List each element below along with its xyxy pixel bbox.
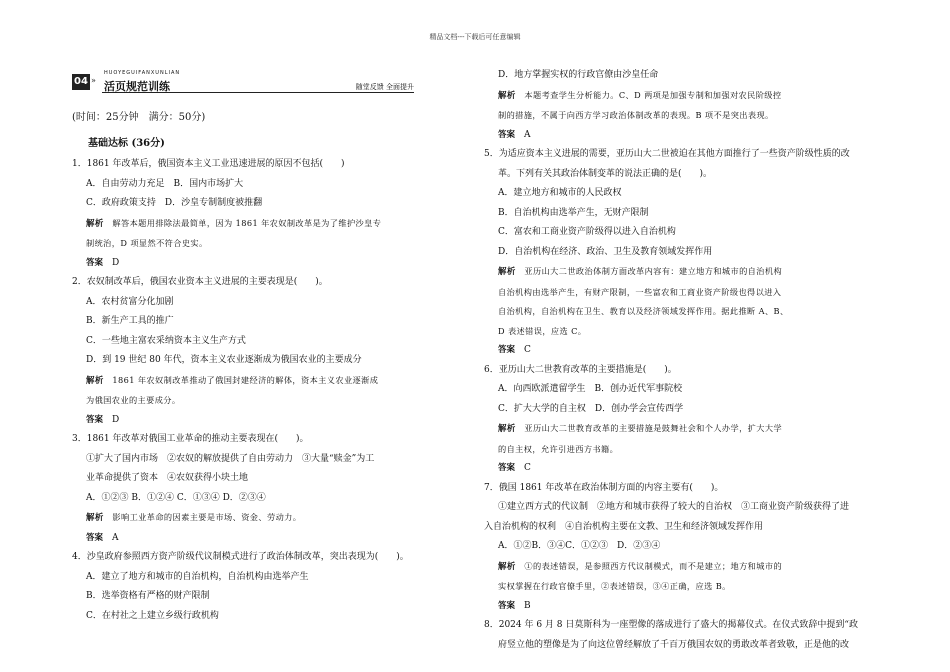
text-line bbox=[72, 254, 417, 274]
line-text: A．自由劳动力充足 B．国内市场扩大 bbox=[86, 178, 244, 189]
line-text: C bbox=[515, 345, 531, 355]
analysis-label: 解析 bbox=[86, 218, 104, 229]
text-line bbox=[484, 419, 884, 440]
answer-label: 答案 bbox=[498, 345, 516, 355]
text-line bbox=[484, 165, 884, 185]
text-line bbox=[484, 498, 884, 518]
line-text: 入自治机构的权利 ④自治机构主要在文教、卫生和经济领域发挥作用 bbox=[484, 521, 764, 532]
text-line bbox=[484, 262, 884, 283]
line-text: C bbox=[515, 463, 531, 473]
answer-label: 答案 bbox=[86, 414, 104, 425]
text-line bbox=[484, 597, 884, 617]
text-line bbox=[484, 380, 884, 400]
text-line bbox=[484, 223, 884, 243]
time-info: (时间：25分钟 满分：50分) bbox=[72, 112, 206, 123]
page-top-note: 精品文档---下载后可任意编辑 bbox=[429, 33, 521, 41]
line-text: 实权掌握在行政官僚手里，②表述错误，③④正确，应选 B。 bbox=[498, 581, 731, 591]
line-text: A．农村贫富分化加剧 bbox=[86, 296, 174, 307]
line-text: B．自治机构由选举产生，无财产限制 bbox=[498, 207, 649, 218]
text-line bbox=[484, 518, 884, 538]
line-text: A．①②B．③④C．①②③ D．②③④ bbox=[498, 541, 661, 551]
analysis-label: 解析 bbox=[498, 424, 516, 434]
line-text: ①的表述错误，是参照西方代议制模式，而不是建立；地方和城市的 bbox=[515, 560, 783, 571]
text-line bbox=[484, 479, 884, 499]
right-column bbox=[484, 66, 884, 655]
line-text: 亚历山大二世政治体制方面改革内容有：建立地方和城市的自治机构 bbox=[515, 266, 783, 276]
text-line bbox=[72, 548, 417, 568]
line-text: B bbox=[515, 600, 531, 611]
text-line bbox=[72, 469, 417, 489]
text-line bbox=[72, 312, 417, 332]
line-text: 制的措施，不属于向西方学习政治体制改革的表现。B 项不是突出表现。 bbox=[498, 110, 774, 120]
text-line bbox=[484, 616, 884, 636]
text-line bbox=[72, 489, 417, 509]
text-line bbox=[484, 537, 884, 557]
answer-label: 答案 bbox=[86, 532, 104, 543]
text-line bbox=[484, 126, 884, 146]
line-text: 4．沙皇政府参照西方资产阶级代议制模式进行了政治体制改革，突出表现为( )。 bbox=[72, 552, 409, 562]
line-text: 解答本题用排除法最简单，因为 1861 年农奴制改革是为了维护沙皇专 bbox=[103, 217, 382, 228]
text-line bbox=[484, 283, 884, 303]
text-line bbox=[72, 273, 417, 293]
text-line bbox=[484, 577, 884, 597]
answer-label: 答案 bbox=[86, 257, 104, 268]
text-line bbox=[484, 459, 884, 479]
text-line bbox=[484, 66, 884, 86]
line-text: 革。下列有关其政治体制变革的说法正确的是( )。 bbox=[498, 168, 713, 179]
line-text: 7．俄国 1861 年改革在政治体制方面的内容主要有( )。 bbox=[484, 482, 724, 493]
analysis-label: 解析 bbox=[498, 90, 516, 101]
header-pinyin: HUOYEGUIFANXUNLIAN bbox=[104, 70, 181, 76]
text-line bbox=[72, 411, 417, 431]
line-text: 自治机构由选举产生，有财产限制，一些富农和工商业资产阶级也得以进入 bbox=[498, 286, 782, 297]
text-line bbox=[484, 322, 884, 342]
text-line bbox=[484, 400, 884, 420]
section-badge: 04 bbox=[72, 74, 90, 90]
line-text: D bbox=[103, 257, 120, 268]
line-text: D．自治机构在经济、政治、卫生及教育领域发挥作用 bbox=[498, 246, 713, 257]
line-text: B．新生产工具的推广 bbox=[86, 316, 174, 326]
line-text: 府竖立他的塑像是为了向这位曾经解放了千百万俄国农奴的勇敢改革者致敬，正是他的改 bbox=[498, 639, 850, 650]
text-line bbox=[72, 234, 417, 254]
analysis-label: 解析 bbox=[498, 267, 516, 277]
line-text: A．建立了地方和城市的自治机构，自治机构由选举产生 bbox=[86, 571, 309, 582]
line-text: C．一些地主富农采纳资本主义生产方式 bbox=[86, 335, 246, 346]
text-line bbox=[484, 557, 884, 578]
line-text: C．扩大大学的自主权 D．创办学会宣传西学 bbox=[498, 403, 684, 414]
line-text: 亚历山大二世教育改革的主要措施是鼓舞社会和个人办学，扩大大学 bbox=[515, 423, 783, 433]
line-text: A．建立地方和城市的人民政权 bbox=[498, 188, 622, 198]
line-text: C．富农和工商业资产阶级得以进入自治机构 bbox=[498, 227, 676, 237]
text-line bbox=[484, 440, 884, 460]
line-text: ①建立西方式的代议制 ②地方和城市获得了较大的自治权 ③工商业资产阶级获得了进 bbox=[498, 502, 850, 512]
text-line bbox=[72, 155, 417, 175]
text-line bbox=[484, 341, 884, 361]
text-line bbox=[72, 391, 417, 411]
line-text: ①扩大了国内市场 ②农奴的解放提供了自由劳动力 ③大量“赎金”为工 bbox=[86, 453, 375, 464]
text-line bbox=[72, 332, 417, 352]
line-text: 1861 年农奴制改革推动了俄国封建经济的解体，资本主义农业逐渐成 bbox=[103, 374, 379, 385]
line-text: 制统治，D 项显然不符合史实。 bbox=[86, 238, 208, 248]
line-text: 6．亚历山大二世教育改革的主要措施是( )。 bbox=[484, 364, 677, 375]
text-line bbox=[72, 529, 417, 549]
text-line bbox=[484, 302, 884, 322]
line-text: D．地方掌握实权的行政官僚由沙皇任命 bbox=[498, 70, 659, 80]
text-line bbox=[72, 175, 417, 195]
text-line bbox=[72, 293, 417, 313]
line-text: C．在村社之上建立乡级行政机构 bbox=[86, 610, 219, 621]
line-text: 的自主权，允许引进西方书籍。 bbox=[498, 443, 619, 454]
answer-label: 答案 bbox=[498, 129, 516, 140]
line-text: 2．农奴制改革后，俄国农业资本主义进展的主要表现是( )。 bbox=[72, 277, 328, 287]
text-line bbox=[72, 194, 417, 214]
text-line bbox=[484, 204, 884, 224]
answer-label: 答案 bbox=[498, 463, 516, 473]
text-line bbox=[484, 184, 884, 204]
line-text: 3．1861 年改革对俄国工业革命的推动主要表现在( )。 bbox=[72, 434, 309, 444]
header-slogan: 随堂反馈 全面提升 bbox=[355, 83, 414, 91]
section-header bbox=[72, 70, 414, 96]
analysis-label: 解析 bbox=[86, 375, 104, 386]
line-text: D．到 19 世纪 80 年代，资本主义农业逐渐成为俄国农业的主要成分 bbox=[86, 355, 362, 365]
line-text: 为俄国农业的主要成分。 bbox=[86, 395, 181, 405]
text-line bbox=[484, 86, 884, 107]
answer-label: 答案 bbox=[498, 600, 516, 611]
line-text: 5．为适应资本主义进展的需要，亚历山大二世被迫在其他方面推行了一些资产阶级性质的改 bbox=[484, 149, 850, 159]
line-text: 影响工业革命的因素主要是市场、资金、劳动力。 bbox=[103, 512, 302, 522]
text-line bbox=[72, 587, 417, 607]
line-text: 本题考查学生分析能力。C、D 两项是加强专制和加强对农民阶级控 bbox=[515, 89, 782, 100]
line-text: A．①②③ B．①②④ C．①③④ D．②③④ bbox=[86, 492, 266, 503]
line-text: B．选举资格有严格的财产限制 bbox=[86, 591, 210, 601]
text-line bbox=[72, 607, 417, 627]
line-text: A bbox=[515, 129, 531, 140]
text-line bbox=[484, 361, 884, 381]
text-line bbox=[484, 243, 884, 263]
text-line bbox=[72, 508, 417, 529]
line-text: D 表述错误，应选 C。 bbox=[498, 325, 587, 336]
text-line bbox=[72, 351, 417, 371]
text-line bbox=[72, 430, 417, 450]
header-rule bbox=[102, 92, 414, 93]
text-line bbox=[72, 214, 417, 235]
analysis-label: 解析 bbox=[498, 561, 516, 572]
left-column bbox=[72, 108, 417, 626]
analysis-label: 解析 bbox=[86, 513, 104, 523]
text-line bbox=[484, 106, 884, 126]
section-heading: 基础达标 (36分) bbox=[88, 137, 165, 149]
line-text: 业革命提供了资本 ④农奴获得小块土地 bbox=[86, 473, 249, 483]
text-line bbox=[484, 636, 884, 656]
text-line bbox=[72, 568, 417, 588]
line-text: D bbox=[103, 414, 120, 425]
header-title: 活页规范训练 bbox=[104, 80, 170, 93]
text-line bbox=[72, 450, 417, 470]
line-text: A bbox=[103, 532, 119, 543]
line-text: 8．2024 年 6 月 8 日莫斯科为一座塑像的落成进行了盛大的揭幕仪式。在仪式致辞中提到“政 bbox=[484, 620, 858, 630]
text-line bbox=[72, 371, 417, 392]
double-arrow-icon: » bbox=[91, 76, 96, 85]
line-text: 1．1861 年改革后，俄国资本主义工业迅速进展的原因不包括( ) bbox=[72, 159, 345, 169]
line-text: C．政府政策支持 D．沙皇专制制度被推翻 bbox=[86, 198, 263, 208]
text-line bbox=[484, 145, 884, 165]
line-text: 自治机构，自治机构在卫生、教育以及经济领域发挥作用。据此推断 A、B、 bbox=[498, 306, 789, 316]
line-text: A．向西欧派遣留学生 B．创办近代军事院校 bbox=[498, 384, 683, 394]
